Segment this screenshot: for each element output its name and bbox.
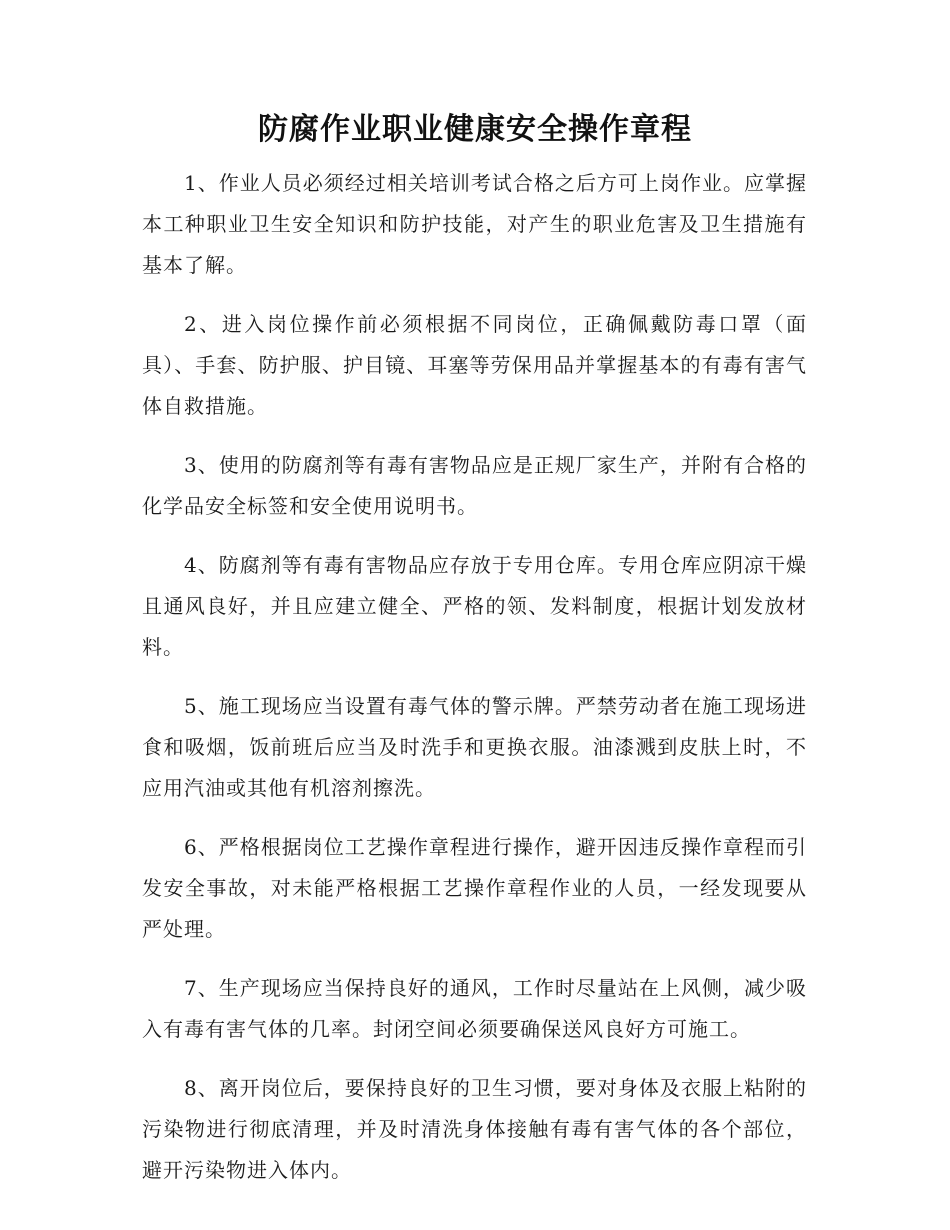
paragraph-6: 6、严格根据岗位工艺操作章程进行操作，避开因违反操作章程而引发安全事故，对未能严格根据工艺操作章程作业的人员，一经发现要从严处理。	[142, 835, 807, 941]
paragraph-7: 7、生产现场应当保持良好的通风，工作时尽量站在上风侧，减少吸入有毒有害气体的几率。封闭空间必须要确保送风良好方可施工。	[142, 976, 807, 1041]
paragraph-4: 4、防腐剂等有毒有害物品应存放于专用仓库。专用仓库应阴凉干燥且通风良好，并且应建立健全、严格的领、发料制度，根据计划发放材料。	[142, 553, 807, 659]
paragraph-3: 3、使用的防腐剂等有毒有害物品应是正规厂家生产，并附有合格的化学品安全标签和安全使用说明书。	[142, 453, 807, 518]
paragraph-2: 2、进入岗位操作前必须根据不同岗位，正确佩戴防毒口罩（面具）、手套、防护服、护目镜、耳塞等劳保用品并掌握基本的有毒有害气体自救措施。	[142, 312, 807, 418]
document-body	[142, 163, 807, 1209]
paragraph-1: 1、作业人员必须经过相关培训考试合格之后方可上岗作业。应掌握本工种职业卫生安全知识和防护技能，对产生的职业危害及卫生措施有基本了解。	[142, 171, 807, 277]
document-title: 防腐作业职业健康安全操作章程	[258, 112, 692, 147]
paragraph-5: 5、施工现场应当设置有毒气体的警示牌。严禁劳动者在施工现场进食和吸烟，饭前班后应当及时洗手和更换衣服。油漆溅到皮肤上时，不应用汽油或其他有机溶剂擦洗。	[142, 694, 807, 800]
paragraph-8: 8、离开岗位后，要保持良好的卫生习惯，要对身体及衣服上粘附的污染物进行彻底清理，并及时清洗身体接触有毒有害气体的各个部位，避开污染物进入体内。	[142, 1076, 807, 1182]
